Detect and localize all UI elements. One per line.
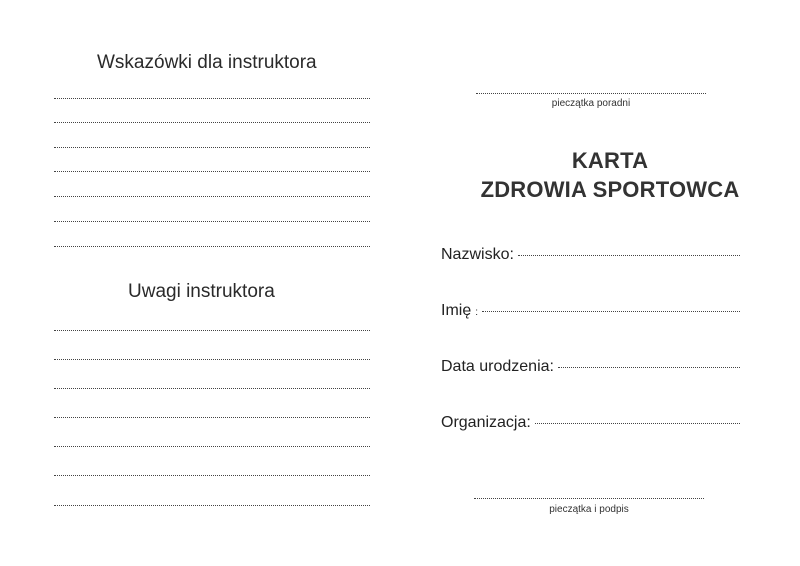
remarks-line[interactable] (54, 475, 370, 476)
guidance-line[interactable] (54, 246, 370, 247)
guidance-line[interactable] (54, 147, 370, 148)
document-title-line2: ZDROWIA SPORTOWCA (480, 177, 740, 202)
first-name-colon: : (475, 307, 479, 318)
counseling-stamp-line[interactable] (476, 93, 706, 94)
right-page (420, 0, 800, 566)
organization-field[interactable] (441, 414, 740, 432)
organization-fill-line[interactable] (535, 423, 740, 424)
surname-field[interactable] (441, 246, 740, 264)
organization-label: Organizacja: (441, 414, 531, 431)
guidance-line[interactable] (54, 122, 370, 123)
document-title (420, 146, 800, 204)
remarks-line[interactable] (54, 359, 370, 360)
remarks-line[interactable] (54, 388, 370, 389)
counseling-stamp-caption: pieczątka poradni (551, 98, 631, 109)
surname-fill-line[interactable] (518, 255, 740, 256)
remarks-line[interactable] (54, 505, 370, 506)
birth-date-field[interactable] (441, 358, 740, 376)
signature-caption: pieczątka i podpis (549, 504, 629, 515)
remarks-line[interactable] (54, 446, 370, 447)
remarks-heading: Uwagi instruktora (128, 281, 275, 302)
first-name-label: Imię (441, 302, 472, 319)
signature-stamp-line[interactable] (474, 498, 704, 499)
first-name-field[interactable] (441, 302, 740, 320)
document-title-line1: KARTA (571, 148, 649, 173)
guidance-line[interactable] (54, 221, 370, 222)
first-name-fill-line[interactable] (482, 311, 740, 312)
surname-label: Nazwisko: (441, 246, 514, 263)
guidance-heading: Wskazówki dla instruktora (97, 52, 317, 73)
remarks-line[interactable] (54, 417, 370, 418)
guidance-line[interactable] (54, 171, 370, 172)
remarks-line[interactable] (54, 330, 370, 331)
guidance-line[interactable] (54, 98, 370, 99)
birth-date-label: Data urodzenia: (441, 358, 554, 375)
guidance-line[interactable] (54, 196, 370, 197)
birth-date-fill-line[interactable] (558, 367, 740, 368)
